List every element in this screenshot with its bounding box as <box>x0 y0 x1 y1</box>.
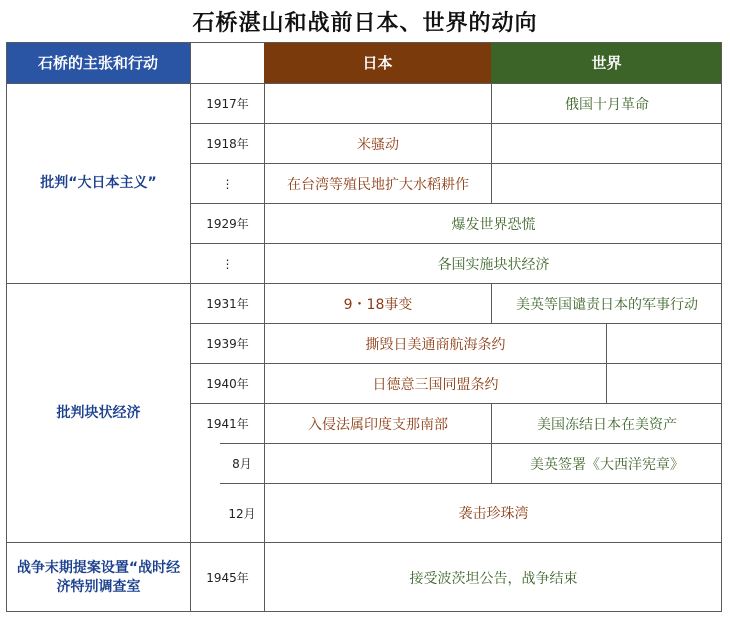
event-bloc-economy: 各国实施块状经济 <box>264 243 722 283</box>
event-1945: 接受波茨坦公告，战争结束 <box>264 542 722 612</box>
phase-anti-bloc-economy: 批判块状经济 <box>6 283 190 542</box>
empty-cell <box>606 323 722 363</box>
empty-cell <box>264 83 491 123</box>
header-world: 世界 <box>491 42 722 83</box>
event-1941-aug-world: 美英签署《大西洋宪章》 <box>491 443 722 483</box>
year-ellipsis: ⋮ <box>190 243 264 283</box>
year-1929: 1929年 <box>190 203 264 243</box>
phase-wartime-proposal: 战争末期提案设置“战时经济特别调查室 <box>6 542 190 612</box>
year-1939: 1939年 <box>190 323 264 363</box>
event-1941-japan: 入侵法属印度支那南部 <box>264 403 491 443</box>
event-1931-japan: 9・18事变 <box>264 283 491 323</box>
event-1941-dec: 袭击珍珠湾 <box>264 483 722 542</box>
month-dec: 12月 <box>220 483 264 542</box>
event-1918-japan: 米骚动 <box>264 123 491 163</box>
event-1939: 撕毁日美通商航海条约 <box>264 323 606 363</box>
year-1945: 1945年 <box>190 542 264 612</box>
header-year-blank <box>190 42 264 83</box>
event-1929: 爆发世界恐慌 <box>264 203 722 243</box>
event-1931-world: 美英等国谴责日本的军事行动 <box>491 283 722 323</box>
empty-cell <box>491 163 722 203</box>
year-ellipsis: ⋮ <box>190 163 264 203</box>
empty-cell <box>264 443 491 483</box>
year-1931: 1931年 <box>190 283 264 323</box>
year-1918: 1918年 <box>190 123 264 163</box>
timeline-table <box>6 42 722 612</box>
empty-cell <box>491 123 722 163</box>
event-1940: 日德意三国同盟条约 <box>264 363 606 403</box>
phase-anti-greater-japan: 批判“大日本主义” <box>6 83 190 283</box>
event-1941-world: 美国冻结日本在美资产 <box>491 403 722 443</box>
event-1917-world: 俄国十月革命 <box>491 83 722 123</box>
header-phase: 石桥的主张和行动 <box>6 42 190 83</box>
year-1917: 1917年 <box>190 83 264 123</box>
year-1940: 1940年 <box>190 363 264 403</box>
page-title: 石桥湛山和战前日本、世界的动向 <box>192 11 538 36</box>
header-japan: 日本 <box>264 42 491 83</box>
year-1941: 1941年 <box>190 403 264 443</box>
month-aug: 8月 <box>220 443 264 483</box>
empty-cell <box>606 363 722 403</box>
month-block-blank <box>190 443 220 542</box>
event-rice-expansion: 在台湾等殖民地扩大水稻耕作 <box>264 163 491 203</box>
